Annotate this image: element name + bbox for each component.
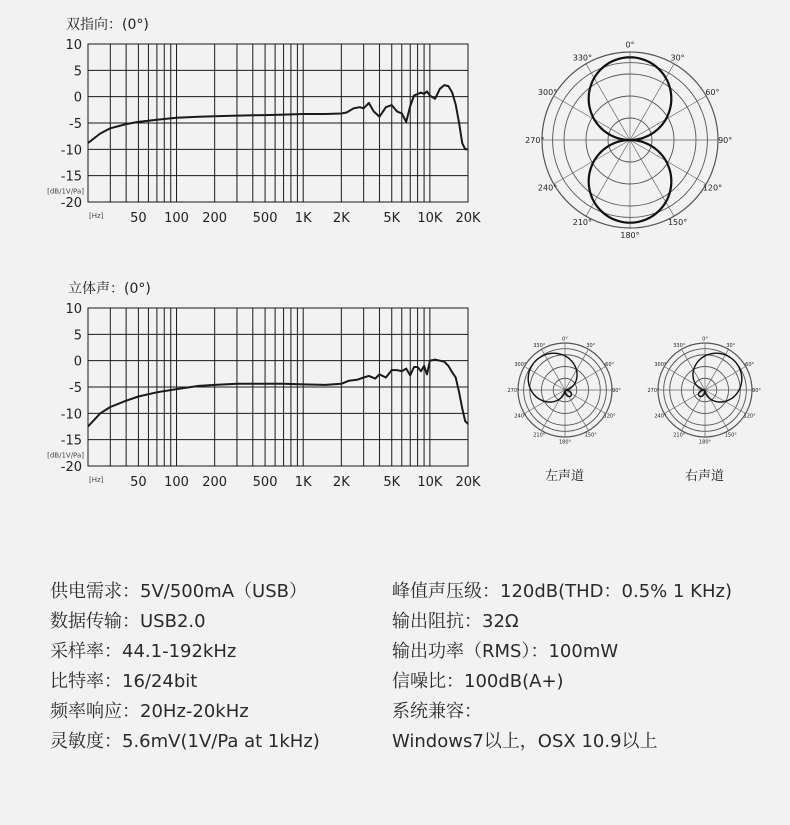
x-tick-label: 200 [202,475,228,490]
x-axis-unit: [Hz] [89,212,104,220]
polar-angle-label: 60° [605,362,615,368]
polar-angle-label: 270° [525,135,545,145]
spec-data-transfer: 数据传输：USB2.0 [50,611,206,632]
polar-angle-label: 90° [612,387,621,394]
x-tick-label: 500 [252,211,278,226]
polar-pattern-line [528,353,577,402]
chart1-title: 双指向：(0°) [66,17,149,33]
x-tick-label: 20K [455,475,481,490]
polar-angle-label: 180° [558,439,572,446]
spec-bit-depth: 比特率：16/24bit [50,671,198,692]
polar-angle-label: 240° [537,183,558,193]
x-tick-label: 100 [164,475,189,490]
x-tick-label: 2K [332,211,350,226]
polar-angle-label: 0° [625,40,635,50]
frequency-response-line [88,85,468,149]
polar-angle-label: 210° [533,432,546,439]
spec-compatibility: 系统兼容： [392,701,482,722]
polar-angle-label: 0° [702,336,708,343]
polar-spoke [586,140,630,216]
y-tick-label: -15 [60,433,82,449]
spec-power: 供电需求：5V/500mA（USB） [50,581,307,602]
polar-angle-label: 210° [572,218,593,228]
polar-angle-label: 150° [667,218,688,228]
y-tick-label: -20 [60,460,82,475]
polar-angle-label: 60° [705,88,720,98]
polar-angle-label: 330° [673,343,686,350]
x-tick-label: 100 [164,211,189,226]
x-tick-label: 1K [294,475,312,490]
polar-angle-label: 330° [572,53,593,63]
spec-compatibility-os: Windows7以上，OSX 10.9以上 [392,731,658,752]
spec-snr: 信噪比：100dB(A+) [392,671,564,692]
polar-plot-figure-8 [525,30,733,240]
x-tick-label: 500 [252,475,278,490]
polar-angle-label: 330° [533,343,546,350]
x-tick-label: 50 [130,475,147,490]
polar-angle-label: 120° [702,183,723,193]
spec-output-power: 输出功率（RMS）：100mW [392,641,619,662]
polar-angle-label: 60° [745,362,755,368]
y-tick-label: -5 [69,117,82,132]
y-tick-label: -15 [60,169,82,185]
x-axis-unit: [Hz] [89,476,104,484]
polar-spoke [565,367,606,391]
polar-spoke [542,390,566,431]
polar-spoke [630,96,706,140]
x-tick-label: 5K [383,211,401,226]
polar-angle-label: 30° [586,343,596,350]
y-tick-label: 5 [73,64,82,80]
y-tick-label: 10 [65,38,82,53]
polar-angle-label: 120° [743,413,756,420]
polar-pattern-line [693,353,742,402]
polar-angle-label: 150° [724,432,737,439]
x-tick-label: 200 [202,211,228,226]
polar-angle-label: 30° [670,53,685,63]
polar-angle-label: 240° [654,413,667,420]
y-tick-label: -5 [69,381,82,396]
polar-angle-label: 240° [514,413,527,420]
polar-plot-right-channel [645,330,765,450]
polar-angle-label: 120° [603,413,616,420]
x-tick-label: 5K [383,475,401,490]
y-tick-label: 5 [73,328,82,344]
frequency-response-chart-stereo [30,300,500,492]
y-tick-label: 0 [73,354,82,370]
x-tick-label: 10K [417,211,443,226]
polar-spoke [705,390,729,431]
polar-plot-left-channel [505,330,625,450]
spec-sample-rate: 采样率：44.1-192kHz [50,641,237,662]
polar-angle-label: 210° [673,432,686,439]
polar-angle-label: 300° [537,88,558,98]
y-tick-label: -10 [60,143,82,159]
right-channel-caption: 右声道 [685,469,725,484]
spec-output-impedance: 输出阻抗：32Ω [392,611,519,632]
spec-frequency-response: 频率响应：20Hz-20kHz [50,701,249,722]
polar-angle-label: 270° [507,387,520,394]
polar-angle-label: 30° [726,343,736,350]
y-tick-label: -20 [60,196,82,211]
y-axis-unit: [dB/1V/Pa] [47,187,84,196]
y-tick-label: -10 [60,407,82,423]
polar-spoke [554,96,630,140]
polar-angle-label: 150° [584,432,597,439]
polar-spoke [630,64,674,140]
y-tick-label: 0 [73,90,82,106]
spec-max-spl: 峰值声压级：120dB(THD：0.5% 1 KHz) [392,581,732,602]
y-tick-label: 10 [65,302,82,317]
x-tick-label: 20K [455,211,481,226]
polar-angle-label: 300° [654,362,667,368]
chart2-title: 立体声：(0°) [68,281,151,297]
polar-spoke [554,140,630,184]
polar-spoke [586,64,630,140]
polar-spoke [664,367,705,391]
y-axis-unit: [dB/1V/Pa] [47,451,84,460]
frequency-response-chart-bidirectional [30,36,500,226]
x-tick-label: 50 [130,211,147,226]
left-channel-caption: 左声道 [545,469,585,484]
x-tick-label: 2K [332,475,350,490]
spec-sensitivity: 灵敏度：5.6mV(1V/Pa at 1kHz) [50,731,320,752]
polar-angle-label: 300° [514,362,527,368]
polar-angle-label: 180° [620,231,640,240]
polar-angle-label: 90° [752,387,761,394]
polar-spoke [630,140,674,216]
frequency-response-line [88,360,468,427]
x-tick-label: 10K [417,475,443,490]
x-tick-label: 1K [294,211,312,226]
polar-angle-label: 90° [718,135,733,145]
polar-angle-label: 0° [562,336,568,343]
polar-spoke [630,140,706,184]
polar-angle-label: 180° [698,439,712,446]
polar-angle-label: 270° [647,387,660,394]
